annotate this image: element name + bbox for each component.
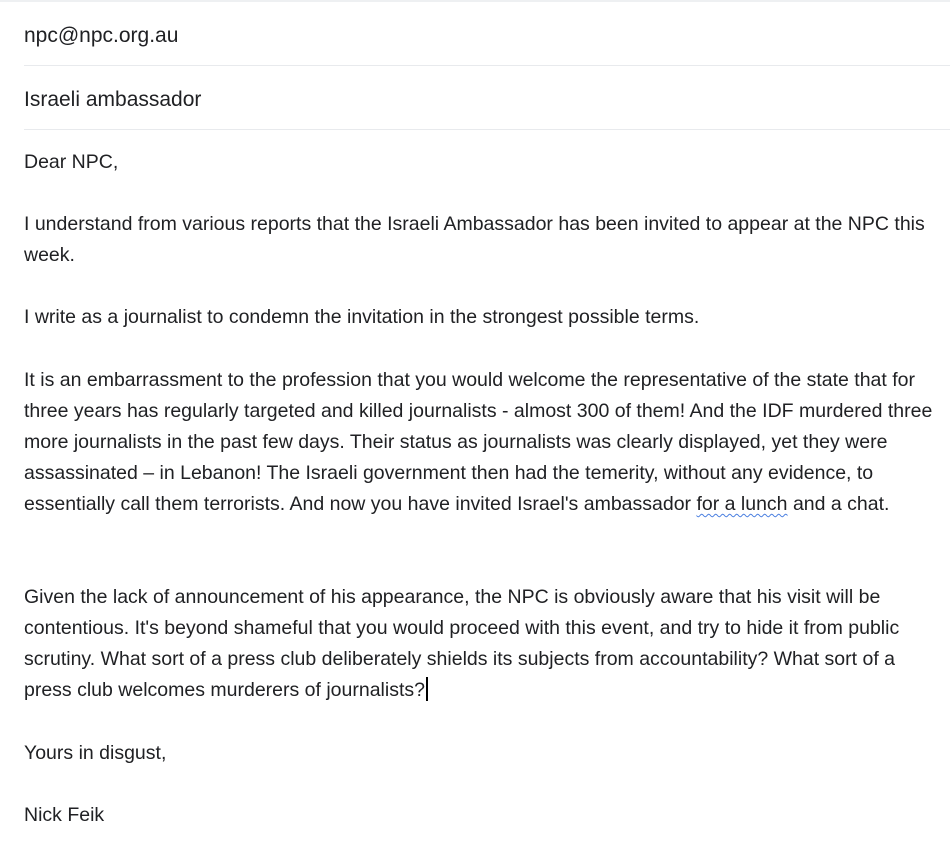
body-paragraph-3-text: It is an embarrassment to the profession that you would welcome the representative of the state that for three years has regularly targeted and killed journalists - almost 300 of them! And the IDF murdered three more journalists in the past few days. Their status as journalists was clearly displayed, yet they were assassinated – in Lebanon! The Israeli government then had the temerity, without any evidence, to essentially call them terrorists. And now you have invited Israel's ambassador	[24, 369, 933, 515]
body-greeting: Dear NPC,	[24, 151, 119, 173]
text-cursor	[426, 677, 428, 701]
body-paragraph-4	[24, 582, 938, 706]
subject-field[interactable]	[24, 66, 950, 130]
subject-input[interactable]: Israeli ambassador	[24, 88, 202, 111]
body-paragraph-4-text: Given the lack of announcement of his appearance, the NPC is obviously aware that his visit will be contentious. It's beyond shameful that you would proceed with this event, and try to hide it from public scrutiny. What sort of a press club deliberately shields its subjects from accountability? What sort of a press club welcomes murderers of journalists?	[24, 586, 900, 701]
body-paragraph-2: I write as a journalist to condemn the invitation in the strongest possible terms.	[24, 306, 700, 328]
to-field[interactable]	[24, 2, 950, 66]
body-paragraph-3	[24, 365, 938, 520]
spellcheck-flagged-phrase[interactable]: for a lunch	[696, 493, 788, 515]
body-signature: Nick Feik	[24, 804, 105, 826]
body-paragraph-1: I understand from various reports that the Israeli Ambassador has been invited to appear at the NPC this week.	[24, 213, 925, 266]
body-closing: Yours in disgust,	[24, 742, 167, 764]
body-paragraph-3-tail: and a chat.	[787, 493, 890, 515]
to-recipient[interactable]: npc@npc.org.au	[24, 24, 179, 47]
